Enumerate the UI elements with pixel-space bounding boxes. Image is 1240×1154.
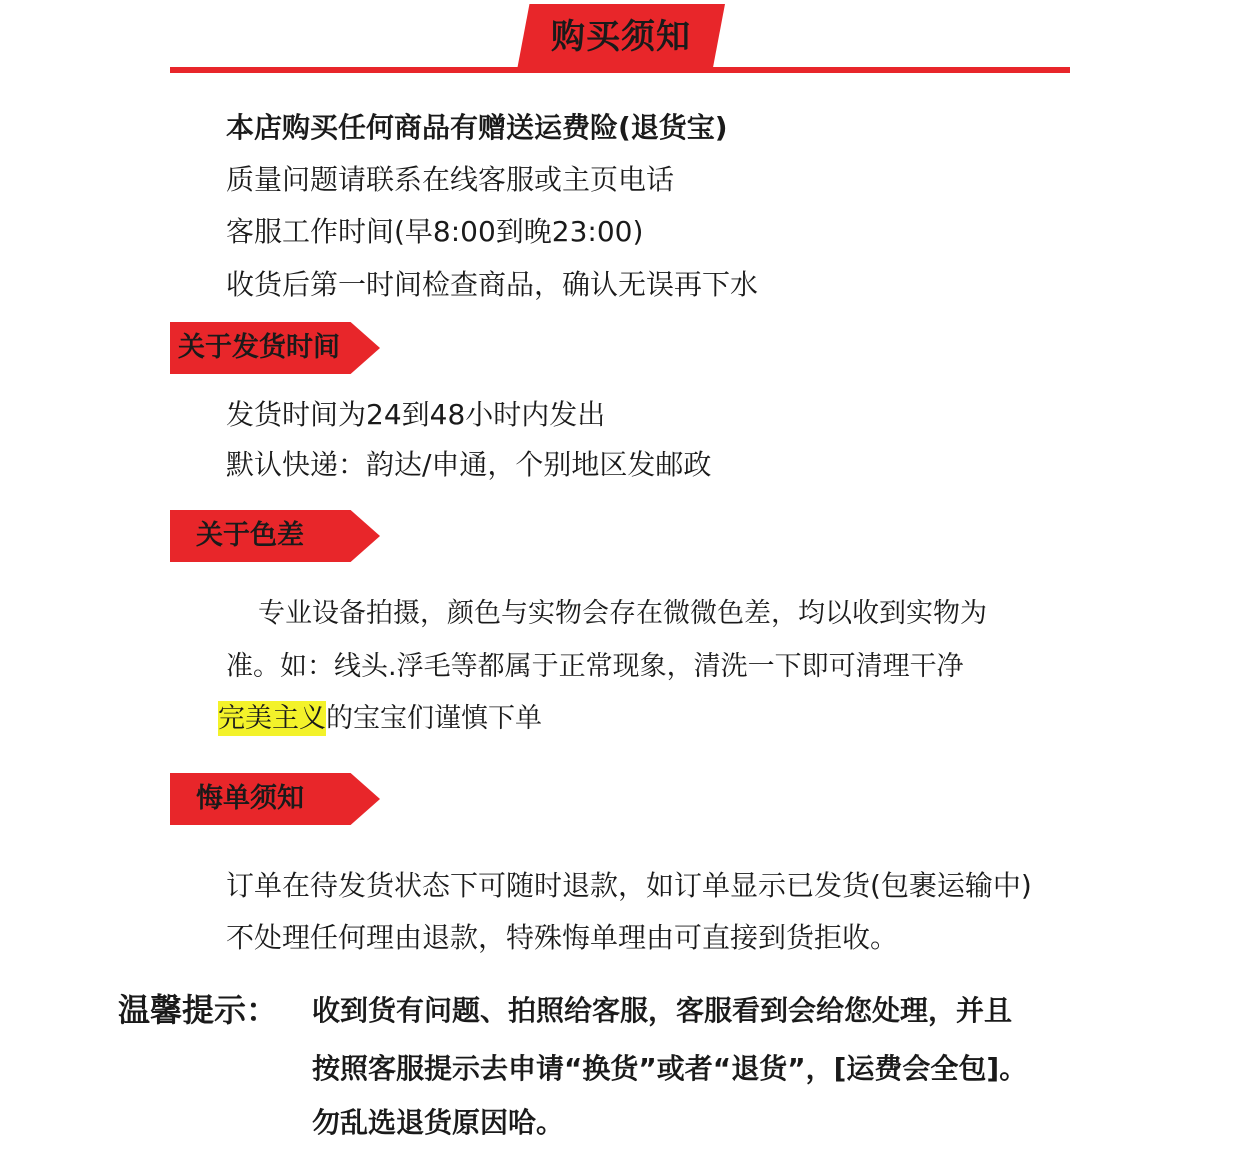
color-line-3 [218, 701, 542, 737]
section-tag-shipping [170, 322, 380, 374]
section-tag-color [170, 510, 380, 562]
intro-line-3: 客服工作时间(早8:00到晚23:00) [226, 215, 644, 248]
tip-label: 温馨提示： [118, 991, 279, 1029]
color-line-3-rest: 的宝宝们谨慎下单 [326, 703, 542, 734]
section-heading-shipping: 关于发货时间 [178, 332, 340, 363]
tip-line-2: 按照客服提示去申请“换货”或者“退货”，[运费会全包]。 [312, 1052, 1028, 1085]
color-line-1: 专业设备拍摄，颜色与实物会存在微微色差，均以收到实物为 [258, 598, 987, 629]
page-title: 购买须知 [551, 17, 691, 57]
tip-line-3: 勿乱选退货原因哈。 [312, 1106, 565, 1139]
color-line-2: 准。如：线头.浮毛等都属于正常现象，清洗一下即可清理干净 [226, 651, 964, 682]
highlight-perfectionist: 完美主义 [218, 703, 326, 734]
section-heading-color: 关于色差 [196, 520, 304, 551]
shipping-line-1: 发货时间为24到48小时内发出 [226, 398, 606, 431]
tip-line-1: 收到货有问题、拍照给客服，客服看到会给您处理，并且 [312, 994, 1013, 1027]
intro-line-2: 质量问题请联系在线客服或主页电话 [226, 163, 675, 196]
intro-line-4: 收货后第一时间检查商品，确认无误再下水 [226, 268, 759, 301]
section-tag-regret [170, 773, 380, 825]
regret-line-2: 不处理任何理由退款，特殊悔单理由可直接到货拒收。 [226, 921, 899, 954]
regret-line-1: 订单在待发货状态下可随时退款，如订单显示已发货(包裹运输中) [226, 869, 1032, 902]
intro-line-1: 本店购买任何商品有赠送运费险(退货宝) [226, 111, 728, 144]
shipping-line-2: 默认快递：韵达/申通，个别地区发邮政 [226, 448, 712, 481]
section-heading-regret: 悔单须知 [196, 783, 304, 814]
